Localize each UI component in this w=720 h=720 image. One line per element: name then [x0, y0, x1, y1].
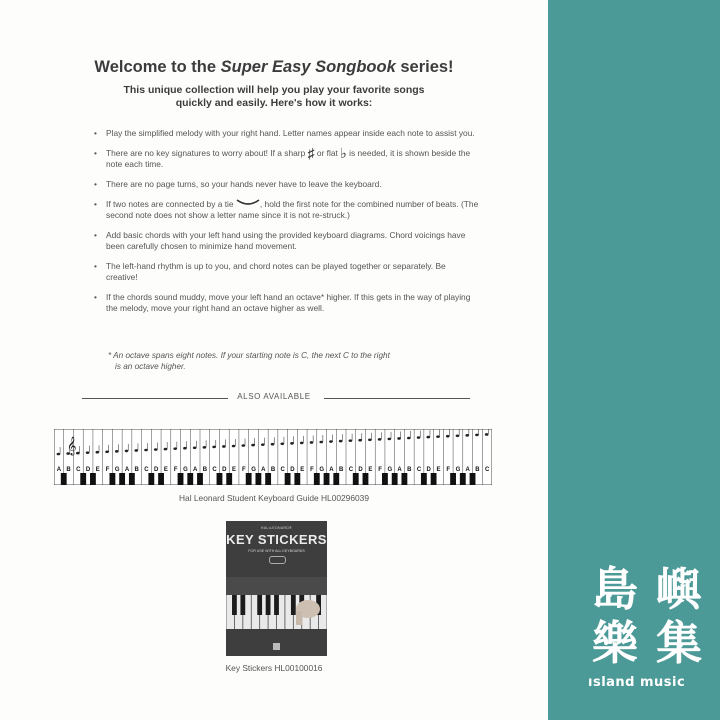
guide-black-key: [217, 473, 223, 485]
treble-clef-icon: 𝄞: [67, 436, 77, 455]
guide-black-key: [246, 473, 252, 485]
guide-key-letter: E: [300, 467, 305, 473]
guide-key-letter: E: [436, 467, 441, 473]
guide-note: [485, 433, 489, 436]
guide-note: [261, 443, 265, 446]
logo-char-3: 樂: [592, 616, 638, 670]
guide-black-key: [80, 473, 86, 485]
guide-black-key: [363, 473, 369, 485]
tie-icon: [236, 199, 260, 206]
guide-key-letter: F: [241, 467, 246, 473]
guide-key-letter: B: [270, 467, 276, 473]
guide-key-letter: A: [124, 467, 130, 473]
list-item: • Add basic chords with your left hand using the provided keyboard diagrams. Chord voicings have been carefully chosen to minimize hand movement.: [94, 230, 479, 252]
guide-key-letter: E: [95, 467, 100, 473]
guide-key-letter: D: [222, 467, 227, 473]
guide-black-key: [324, 473, 330, 485]
guide-note: [349, 439, 353, 442]
guide-key-letter: C: [280, 467, 285, 473]
guide-black-key: [90, 473, 96, 485]
guide-black-key: [450, 473, 456, 485]
guide-note: [475, 434, 479, 437]
series-name: Super Easy Songbook: [220, 58, 396, 76]
guide-key-letter: E: [163, 467, 168, 473]
cover-black-key: [291, 595, 296, 615]
guide-note: [300, 442, 304, 445]
guide-key-letter: D: [426, 467, 431, 473]
cover-subtitle: FOR USE WITH ALL KEYBOARDS: [248, 549, 305, 553]
guide-key-letter: A: [465, 467, 470, 473]
guide-black-key: [187, 473, 193, 485]
guide-black-key: [226, 473, 232, 485]
guide-key-letter: B: [338, 467, 344, 473]
guide-note: [378, 438, 382, 441]
guide-note: [290, 442, 294, 445]
also-available-label: ALSO AVAILABLE: [237, 392, 311, 401]
guide-key-letter: C: [416, 467, 422, 473]
cover-piano-photo: [226, 577, 327, 629]
instructions-list: [94, 128, 479, 314]
guide-black-key: [265, 473, 271, 485]
key-stickers-caption: Key Stickers HL00100016: [225, 663, 323, 673]
guide-key-letter: A: [56, 467, 62, 473]
guide-key-letter: B: [66, 467, 71, 473]
guide-key-letter: F: [446, 467, 451, 473]
guide-note: [232, 445, 236, 448]
guide-note: [125, 450, 129, 453]
logo-char-2: 嶼: [656, 562, 702, 616]
guide-black-key: [197, 473, 203, 485]
guide-key-letter: G: [319, 467, 325, 473]
guide-note: [426, 436, 430, 439]
guide-note: [222, 445, 226, 448]
guide-black-key: [353, 473, 359, 485]
flat-icon: ♭: [340, 145, 347, 161]
guide-black-key: [401, 473, 407, 485]
cover-badge: [269, 556, 286, 564]
guide-black-key: [255, 473, 261, 485]
guide-note: [417, 436, 421, 439]
guide-black-key: [460, 473, 466, 485]
list-item: • If two notes are connected by a tie , hold the first note for the combined number of beats. (The second note does not show a letter name since it is not re-struck.): [94, 199, 479, 221]
guide-key-letter: G: [387, 467, 393, 473]
list-item: • If the chords sound muddy, move your left hand an octave* higher. If this gets in the way of playing the melody, move your right hand an octave higher as well.: [94, 292, 479, 314]
guide-key-letter: B: [202, 467, 208, 473]
page-subtitle: This unique collection will help you play your favorite songs quickly and easily. Here's how it works:: [123, 84, 425, 109]
guide-key-letter: C: [484, 467, 490, 473]
guide-note: [280, 442, 284, 445]
guide-key-letter: F: [310, 467, 314, 473]
guide-key-letter: G: [251, 467, 256, 473]
guide-key-letter: G: [183, 467, 188, 473]
guide-note: [212, 446, 216, 449]
guide-black-key: [109, 473, 115, 485]
list-item: • There are no page turns, so your hands never have to leave the keyboard.: [94, 179, 479, 190]
octave-footnote: * An octave spans eight notes. If your starting note is C, the next C to the right is an octave higher.: [108, 351, 390, 371]
cover-finger: [296, 611, 302, 625]
guide-key-letter: C: [76, 467, 81, 473]
guide-note: [154, 448, 158, 451]
guide-note: [456, 434, 460, 437]
guide-black-key: [294, 473, 300, 485]
guide-key-letter: F: [105, 467, 110, 473]
island-music-logo: [556, 560, 716, 700]
guide-black-key: [158, 473, 164, 485]
guide-key-letter: D: [85, 467, 91, 473]
guide-note: [368, 438, 372, 441]
logo-char-1: 島: [592, 562, 638, 616]
guide-note: [183, 447, 187, 450]
guide-note: [203, 446, 207, 449]
guide-key-letter: F: [378, 467, 382, 473]
guide-black-key: [392, 473, 398, 485]
guide-note: [319, 441, 323, 444]
guide-note: [115, 450, 119, 453]
guide-note: [86, 451, 90, 454]
logo-english: ısland music: [588, 675, 686, 690]
guide-note: [242, 444, 246, 447]
guide-note: [465, 434, 469, 437]
guide-note: [339, 440, 343, 443]
guide-black-key: [382, 473, 388, 485]
guide-black-key: [333, 473, 339, 485]
guide-note: [446, 435, 450, 438]
guide-key-letter: F: [173, 467, 178, 473]
guide-key-letter: A: [192, 467, 198, 473]
guide-note: [329, 440, 333, 443]
guide-note: [251, 444, 255, 447]
guide-note: [388, 438, 392, 441]
guide-note: [164, 448, 168, 451]
guide-key-letter: B: [407, 467, 412, 473]
guide-key-letter: D: [358, 467, 363, 473]
logo-char-4: 集: [656, 616, 702, 670]
guide-note: [436, 435, 440, 438]
cover-black-key: [232, 595, 237, 615]
guide-black-key: [421, 473, 427, 485]
cover-black-key: [266, 595, 271, 615]
guide-note: [397, 437, 401, 440]
cover-black-key: [240, 595, 245, 615]
keyboard-guide-caption: Hal Leonard Student Keyboard Guide HL00296039: [179, 493, 369, 503]
guide-note: [144, 449, 148, 452]
guide-note: [96, 451, 100, 454]
guide-black-key: [431, 473, 437, 485]
guide-black-key: [129, 473, 135, 485]
guide-black-key: [314, 473, 320, 485]
list-item: • Play the simplified melody with your right hand. Letter names appear inside each note to assist you.: [94, 128, 479, 139]
page-title: Welcome to the Super Easy Songbook series!: [94, 58, 454, 76]
guide-black-key: [178, 473, 184, 485]
guide-note: [173, 447, 177, 450]
guide-note: [358, 439, 362, 442]
key-stickers-cover: [226, 521, 327, 656]
cover-publisher: HAL•LEONARD®: [260, 526, 293, 530]
guide-key-letter: C: [144, 467, 149, 473]
publisher-logo: [273, 643, 280, 650]
guide-key-letter: G: [455, 467, 461, 473]
guide-key-letter: B: [134, 467, 139, 473]
guide-note: [193, 446, 197, 449]
guide-black-key: [148, 473, 154, 485]
guide-key-letter: D: [290, 467, 295, 473]
cover-title: KEY STICKERS: [226, 532, 327, 547]
guide-black-key: [61, 473, 67, 485]
guide-black-key: [285, 473, 291, 485]
list-item: • The left-hand rhythm is up to you, and chord notes can be played together or separately. Be creative!: [94, 261, 479, 283]
cover-black-key: [274, 595, 279, 615]
guide-key-letter: A: [329, 467, 334, 473]
guide-key-letter: E: [368, 467, 373, 473]
guide-note: [407, 437, 411, 440]
guide-key-letter: A: [261, 467, 266, 473]
cover-black-key: [257, 595, 262, 615]
guide-key-letter: D: [154, 467, 159, 473]
guide-black-key: [119, 473, 125, 485]
guide-note: [134, 449, 138, 452]
guide-note: [310, 441, 314, 444]
list-item: • There are no key signatures to worry about! If a sharp ♯ or flat ♭ is needed, it is shown beside the note each time.: [94, 148, 479, 170]
guide-key-letter: B: [475, 467, 480, 473]
guide-note: [271, 443, 275, 446]
guide-key-letter: C: [348, 467, 354, 473]
guide-key-letter: E: [232, 467, 237, 473]
divider-right: [324, 398, 470, 399]
guide-key-letter: G: [114, 467, 120, 473]
guide-note: [105, 450, 109, 453]
keyboard-guide-image: [54, 429, 492, 485]
guide-key-letter: A: [397, 467, 402, 473]
guide-note: [76, 452, 80, 455]
guide-key-letter: C: [212, 467, 217, 473]
guide-note: [57, 453, 61, 456]
sharp-icon: ♯: [307, 145, 315, 161]
guide-black-key: [470, 473, 476, 485]
